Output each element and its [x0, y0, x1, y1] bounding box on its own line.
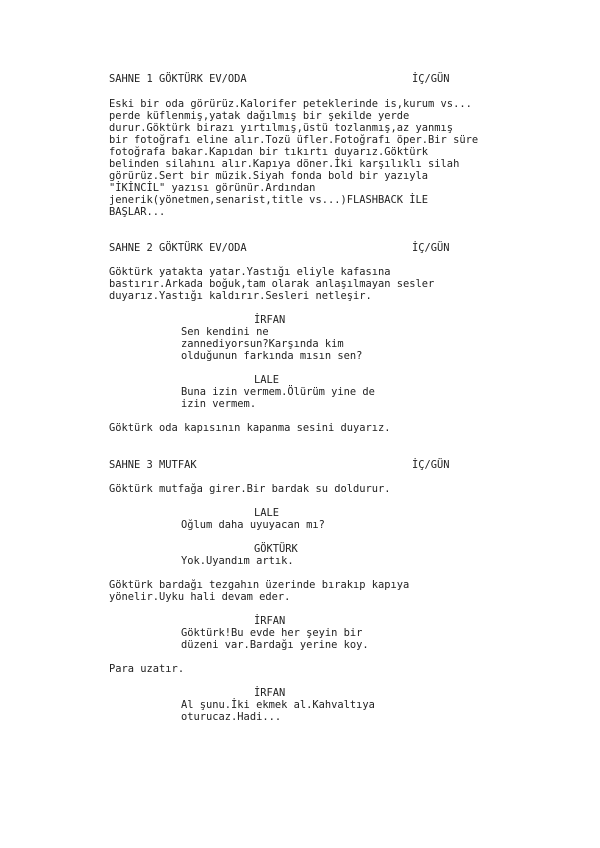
- character-name: LALE: [254, 374, 280, 386]
- scene-time: İÇ/GÜN: [412, 73, 450, 85]
- action-text: Eski bir oda görürüz.Kalorifer peteklerinde is,kurum vs... perde küflenmiş,yatak dağılmış bir şekilde yerde durur.Göktürk birazı yırtılmış,üstü tozlanmış,az yanmış bir fotoğrafı eline alır.Tozü üfler.Fotoğrafı öper.Bir süre fotoğrafa bakar.Kapıdan bir tıkırtı duyarız.Göktürk belinden silahını alır.Kapıya döner.İki karşılıklı silah görürüz.Sert bir müzik.Siyah fonda bold bir yazıyla "İKİNCİL" yazısı görünür.Ardından jenerik(yönetmen,senarist,title vs...)FLASHBACK İLE BAŞLAR...: [109, 98, 479, 218]
- action-text: Göktürk oda kapısının kapanma sesini duyarız.: [109, 422, 391, 434]
- action-text: Para uzatır.: [109, 663, 185, 675]
- scene-heading: [109, 459, 569, 471]
- character-name: LALE: [254, 507, 280, 519]
- scene-time: İÇ/GÜN: [412, 242, 450, 254]
- scene-title: SAHNE 2 GÖKTÜRK EV/ODA: [109, 242, 247, 254]
- scene-title: SAHNE 1 GÖKTÜRK EV/ODA: [109, 73, 247, 85]
- dialogue-text: Buna izin vermem.Ölürüm yine de izin vermem.: [181, 386, 375, 410]
- dialogue-text: Al şunu.İki ekmek al.Kahvaltıya oturucaz.Hadi...: [181, 699, 375, 723]
- action-text: Göktürk yatakta yatar.Yastığı eliyle kafasına bastırır.Arkada boğuk,tam olarak anlaşılmayan sesler duyarız.Yastığı kaldırır.Sesleri netleşir.: [109, 266, 435, 302]
- character-name: İRFAN: [254, 314, 286, 326]
- action-text: Göktürk mutfağa girer.Bir bardak su doldurur.: [109, 483, 391, 495]
- scene-time: İÇ/GÜN: [412, 459, 450, 471]
- dialogue-text: Oğlum daha uyuyacan mı?: [181, 519, 325, 531]
- dialogue-text: Sen kendini ne zannediyorsun?Karşında kim olduğunun farkında mısın sen?: [181, 326, 363, 362]
- action-text: Göktürk bardağı tezgahın üzerinde bırakıp kapıya yönelir.Uyku hali devam eder.: [109, 579, 410, 603]
- scene-title: SAHNE 3 MUTFAK: [109, 459, 197, 471]
- dialogue-text: Göktürk!Bu evde her şeyin bir düzeni var.Bardağı yerine koy.: [181, 627, 369, 651]
- character-name: İRFAN: [254, 615, 286, 627]
- dialogue-text: Yok.Uyandım artık.: [181, 555, 294, 567]
- scene-heading: [109, 73, 569, 85]
- character-name: GÖKTÜRK: [254, 543, 298, 555]
- character-name: İRFAN: [254, 687, 286, 699]
- scene-heading: [109, 242, 569, 254]
